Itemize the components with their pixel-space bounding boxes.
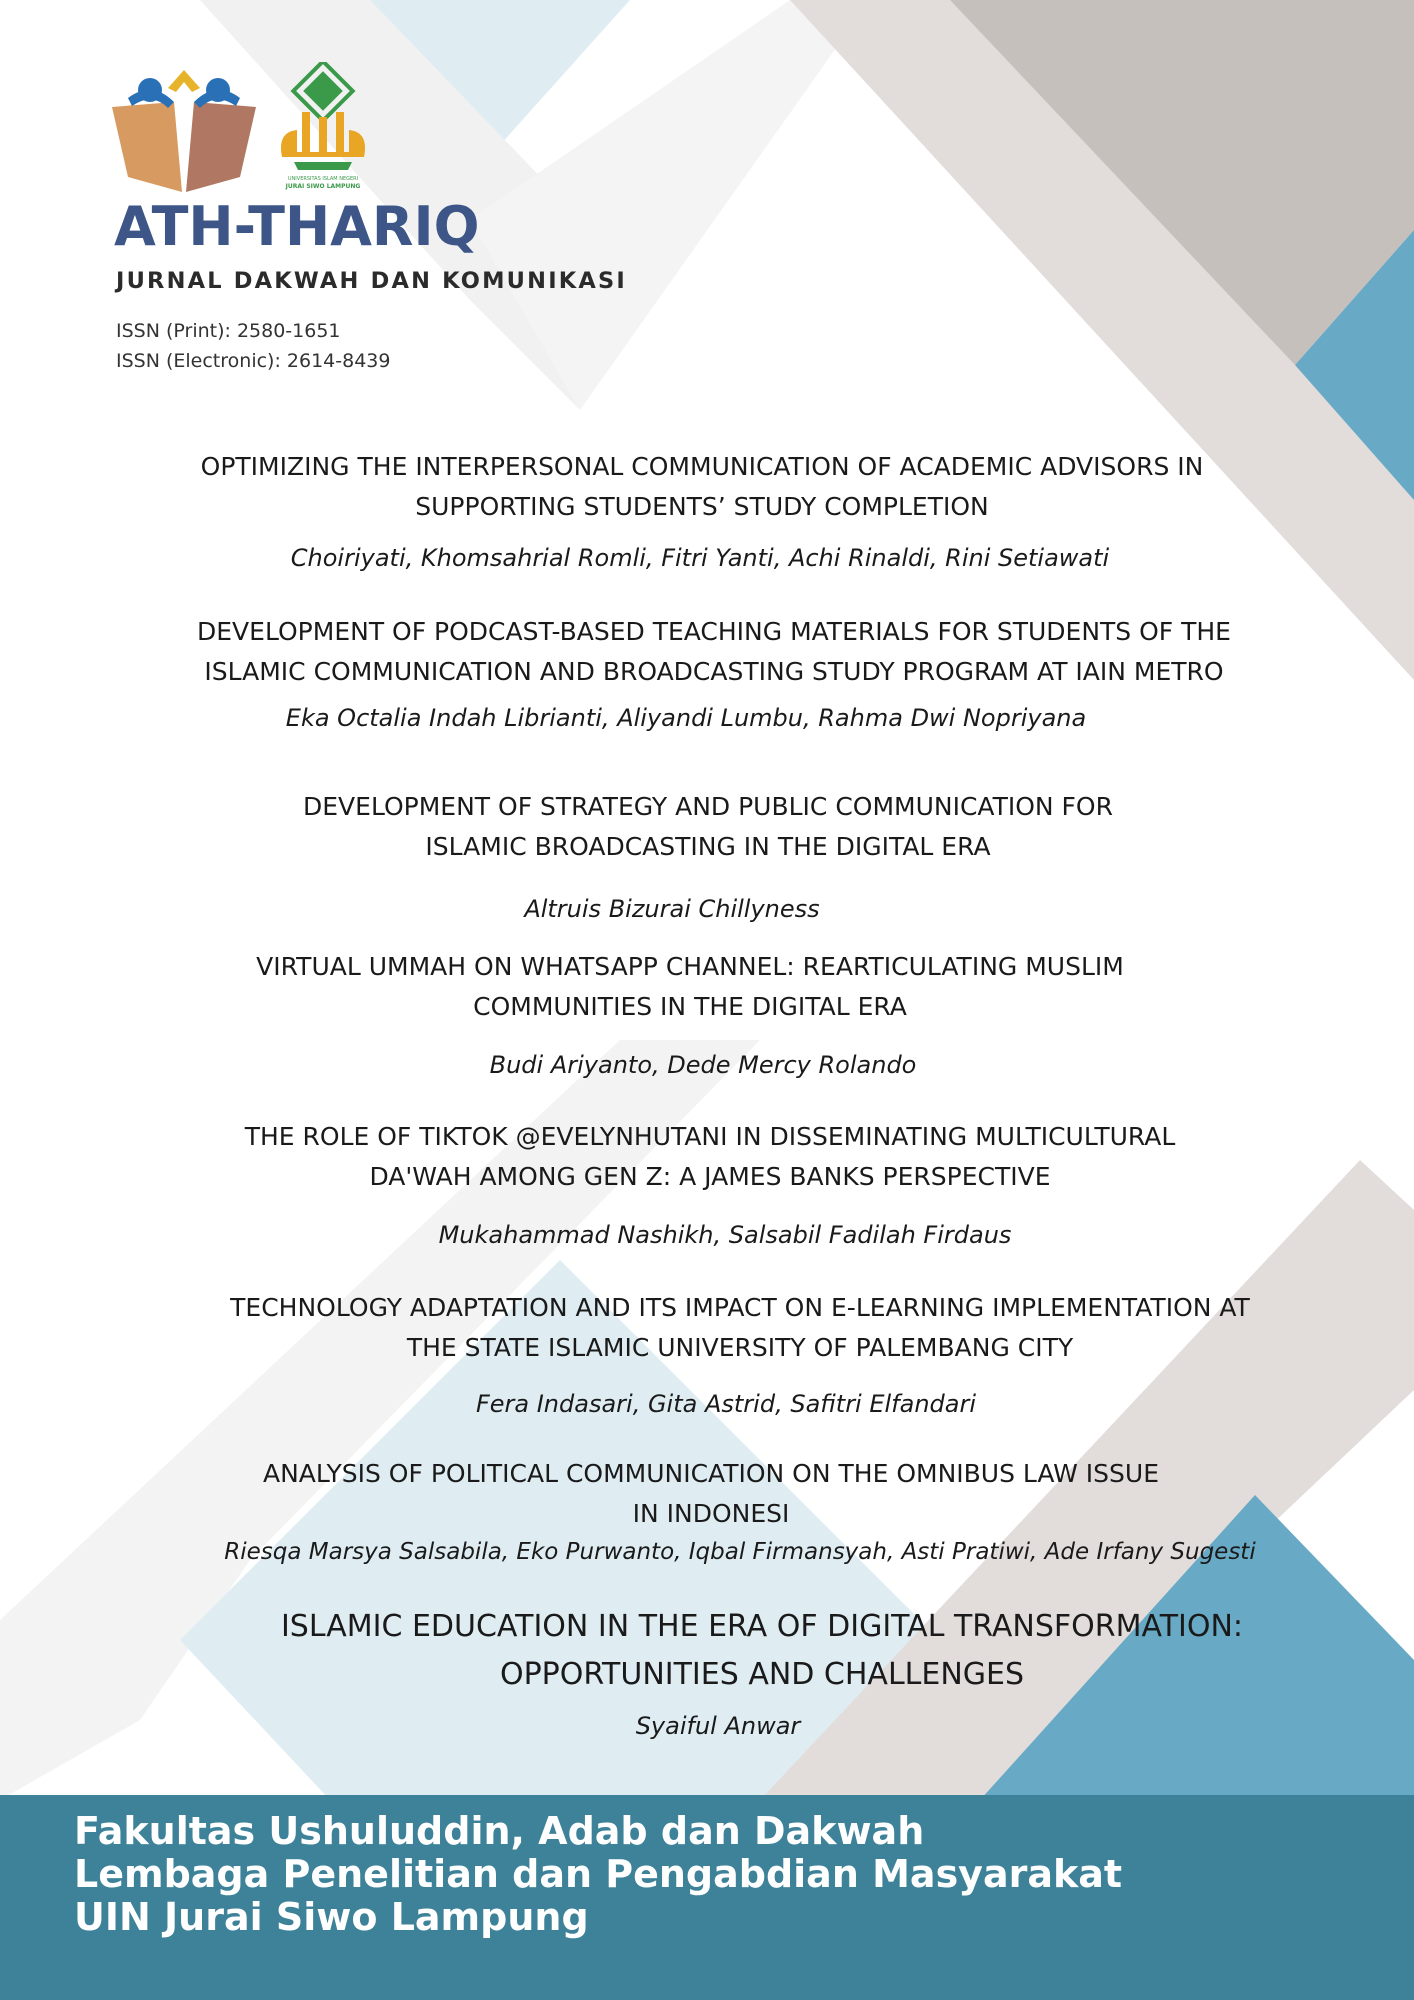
article-title-7 — [111, 1454, 1311, 1534]
emblem-text-name: JURAI SIWO LAMPUNG — [285, 183, 361, 190]
article-title-2 — [114, 612, 1314, 692]
article-title-line: DEVELOPMENT OF STRATEGY AND PUBLIC COMMUNICATION FOR — [303, 792, 1113, 821]
article-title-line: DA'WAH AMONG GEN Z: A JAMES BANKS PERSPECTIVE — [369, 1162, 1051, 1191]
article-authors-5: Mukahammad Nashikh, Salsabil Fadilah Firdaus — [438, 1221, 1012, 1249]
article-title-line: THE ROLE OF TIKTOK @EVELYNHUTANI IN DISSEMINATING MULTICULTURAL — [244, 1122, 1176, 1151]
footer-band — [0, 1795, 1414, 2000]
book-hands-logo-icon — [112, 70, 256, 192]
article-title-line: ISLAMIC BROADCASTING IN THE DIGITAL ERA — [425, 832, 991, 861]
article-title-line: OPPORTUNITIES AND CHALLENGES — [499, 1657, 1025, 1692]
article-title-line: TECHNOLOGY ADAPTATION AND ITS IMPACT ON E-LEARNING IMPLEMENTATION AT — [230, 1293, 1250, 1322]
footer-university: UIN Jurai Siwo Lampung — [74, 1895, 589, 1939]
article-title-line: OPTIMIZING THE INTERPERSONAL COMMUNICATION OF ACADEMIC ADVISORS IN — [200, 452, 1204, 481]
journal-name: ATH-THARIQ — [114, 195, 480, 258]
article-title-line: THE STATE ISLAMIC UNIVERSITY OF PALEMBANG CITY — [406, 1333, 1074, 1362]
article-authors-1: Choiriyati, Khomsahrial Romli, Fitri Yanti, Achi Rinaldi, Rini Setiawati — [290, 544, 1110, 572]
footer-institute: Lembaga Penelitian dan Pengabdian Masyarakat — [74, 1852, 1123, 1896]
article-title-line: SUPPORTING STUDENTS’ STUDY COMPLETION — [415, 492, 989, 521]
article-authors-3: Altruis Bizurai Chillyness — [524, 895, 820, 923]
article-title-line: COMMUNITIES IN THE DIGITAL ERA — [473, 992, 907, 1021]
article-authors-8: Syaiful Anwar — [635, 1712, 801, 1740]
uin-jusila-emblem-icon — [281, 62, 365, 190]
article-title-8 — [162, 1603, 1362, 1699]
article-title-line: ISLAMIC EDUCATION IN THE ERA OF DIGITAL TRANSFORMATION: — [280, 1609, 1244, 1644]
article-title-line: DEVELOPMENT OF PODCAST-BASED TEACHING MATERIALS FOR STUDENTS OF THE — [197, 617, 1231, 646]
article-title-3 — [108, 787, 1308, 867]
journal-subtitle: JURNAL DAKWAH DAN KOMUNIKASI — [116, 268, 627, 294]
article-authors-7: Riesqa Marsya Salsabila, Eko Purwanto, Iqbal Firmansyah, Asti Pratiwi, Ade Irfany Sugesti — [224, 1539, 1256, 1565]
article-authors-6: Fera Indasari, Gita Astrid, Safitri Elfandari — [475, 1390, 977, 1418]
article-title-6 — [140, 1288, 1340, 1368]
footer-faculty: Fakultas Ushuluddin, Adab dan Dakwah — [74, 1809, 925, 1853]
journal-logo-icon — [112, 62, 402, 197]
article-title-1 — [102, 447, 1302, 527]
logo-group — [112, 62, 402, 201]
article-title-line: VIRTUAL UMMAH ON WHATSAPP CHANNEL: REARTICULATING MUSLIM — [256, 952, 1124, 981]
article-title-5 — [110, 1117, 1310, 1197]
emblem-text-university: UNIVERSITAS ISLAM NEGERI — [287, 176, 359, 182]
article-title-line: IN INDONESI — [632, 1499, 790, 1528]
article-title-4 — [90, 947, 1290, 1027]
issn-print: ISSN (Print): 2580-1651 — [116, 320, 341, 342]
article-title-line: ISLAMIC COMMUNICATION AND BROADCASTING STUDY PROGRAM AT IAIN METRO — [204, 657, 1224, 686]
issn-electronic: ISSN (Electronic): 2614-8439 — [116, 350, 391, 372]
article-authors-2: Eka Octalia Indah Librianti, Aliyandi Lumbu, Rahma Dwi Nopriyana — [285, 704, 1087, 732]
article-title-line: ANALYSIS OF POLITICAL COMMUNICATION ON THE OMNIBUS LAW ISSUE — [262, 1459, 1160, 1488]
article-authors-4: Budi Ariyanto, Dede Mercy Rolando — [489, 1051, 917, 1079]
